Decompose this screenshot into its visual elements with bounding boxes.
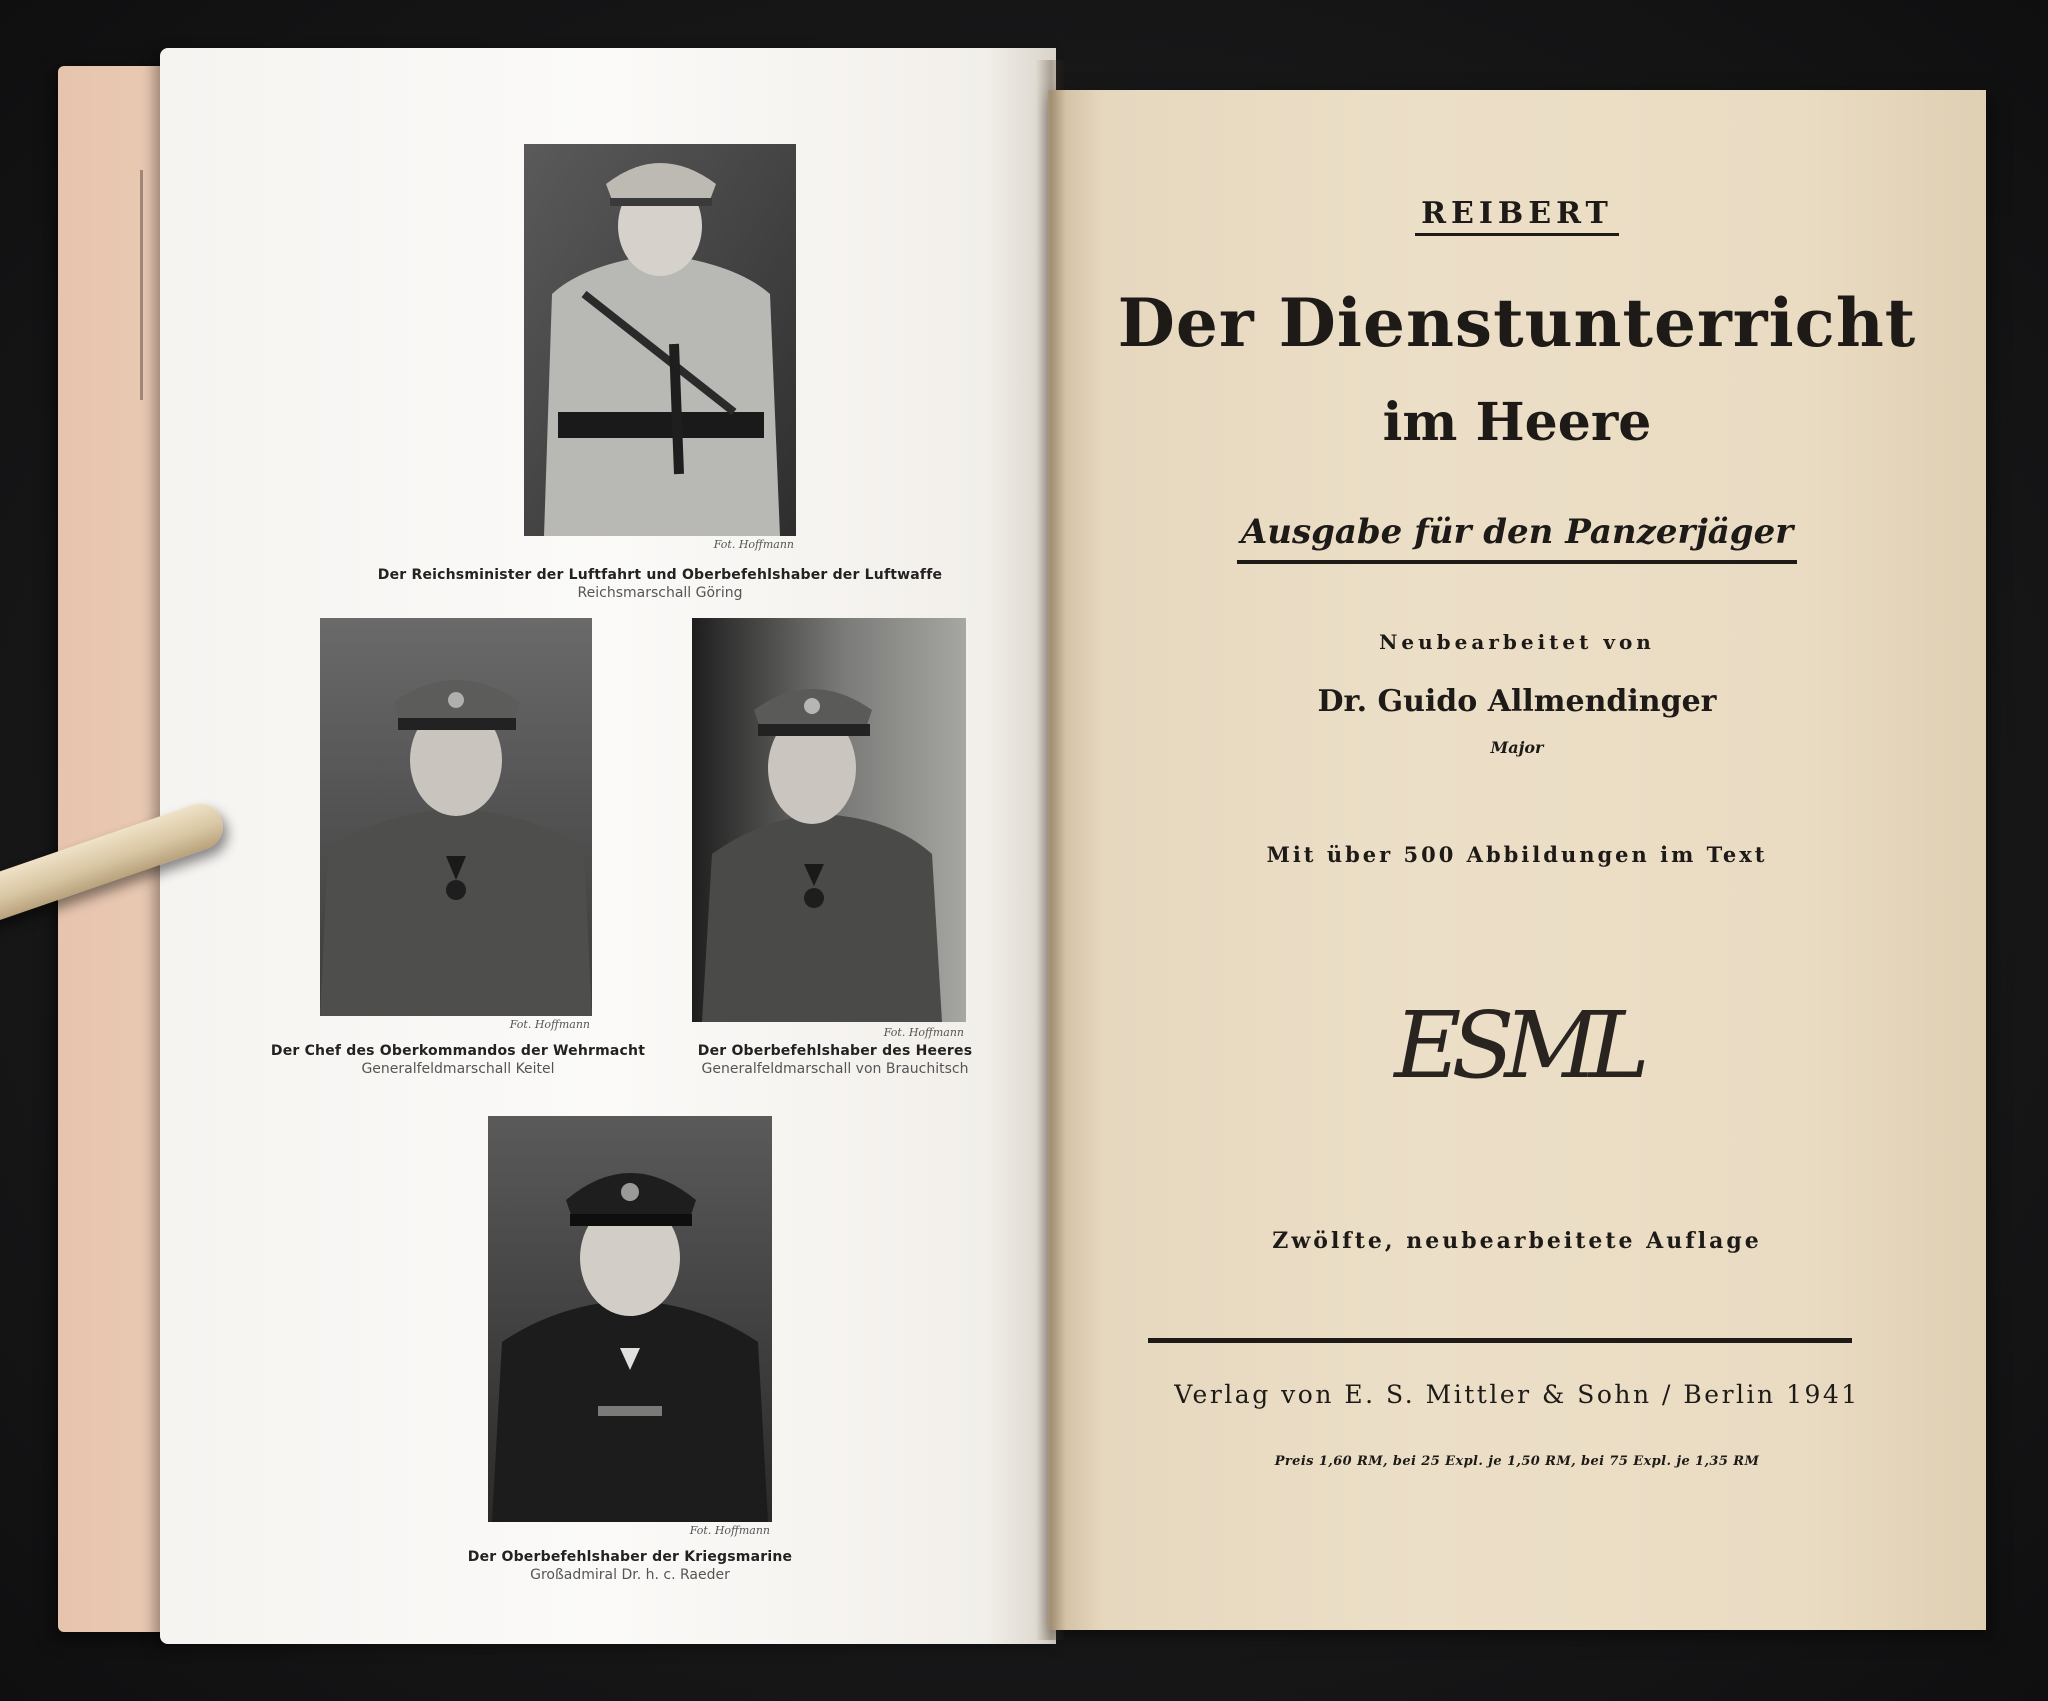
portrait-photo-brauchitsch — [692, 618, 966, 1022]
edition-for — [1048, 512, 1986, 552]
caption-keitel — [248, 1042, 668, 1078]
photo-credit: Fot. Hoffmann — [713, 538, 794, 551]
caption-name: Generalfeldmarschall Keitel — [361, 1061, 555, 1078]
caption-goering — [330, 566, 990, 602]
series-name — [1048, 196, 1986, 231]
edition-note: Zwölfte, neubearbeitete Auflage — [1272, 1228, 1762, 1254]
price-line: Preis 1,60 RM, bei 25 Expl. je 1,50 RM, bei 75 Expl. je 1,35 RM — [1274, 1454, 1760, 1469]
publisher-monogram: ESML — [1394, 992, 1640, 1099]
portrait-photo-keitel — [320, 618, 592, 1016]
revised-by: Neubearbeitet von — [1379, 630, 1655, 654]
portrait-photo-raeder — [488, 1116, 772, 1522]
series-name-text: REIBERT — [1415, 196, 1619, 236]
edition-for-text: Ausgabe für den Panzerjäger — [1237, 512, 1797, 564]
caption-title: Der Reichsminister der Luftfahrt und Oberbefehlshaber der Luftwaffe — [377, 567, 943, 583]
illustrations-note: Mit über 500 Abbildungen im Text — [1266, 842, 1768, 867]
book-title: Der Dienstunterricht — [1117, 284, 1917, 362]
caption-title: Der Oberbefehlshaber des Heeres — [697, 1043, 973, 1059]
caption-name: Generalfeldmarschall von Brauchitsch — [701, 1061, 969, 1078]
caption-title: Der Chef des Oberkommandos der Wehrmacht — [270, 1043, 646, 1059]
photo-credit: Fot. Hoffmann — [509, 1018, 590, 1031]
book-subtitle: im Heere — [1382, 392, 1652, 453]
portrait-photo-goering — [524, 144, 796, 536]
caption-name: Reichsmarschall Göring — [577, 585, 743, 602]
caption-title: Der Oberbefehlshaber der Kriegsmarine — [467, 1549, 793, 1565]
photo-credit: Fot. Hoffmann — [883, 1026, 964, 1039]
author-rank: Major — [1490, 738, 1544, 757]
publisher-line: Verlag von E. S. Mittler & Sohn / Berlin 1941 — [1174, 1380, 1860, 1409]
caption-name: Großadmiral Dr. h. c. Raeder — [530, 1567, 730, 1584]
author-name: Dr. Guido Allmendinger — [1317, 684, 1717, 719]
photo-credit: Fot. Hoffmann — [689, 1524, 770, 1537]
caption-raeder — [370, 1548, 890, 1584]
cover-marks — [140, 170, 157, 400]
divider-rule — [1148, 1338, 1852, 1343]
caption-brauchitsch — [650, 1042, 1020, 1078]
